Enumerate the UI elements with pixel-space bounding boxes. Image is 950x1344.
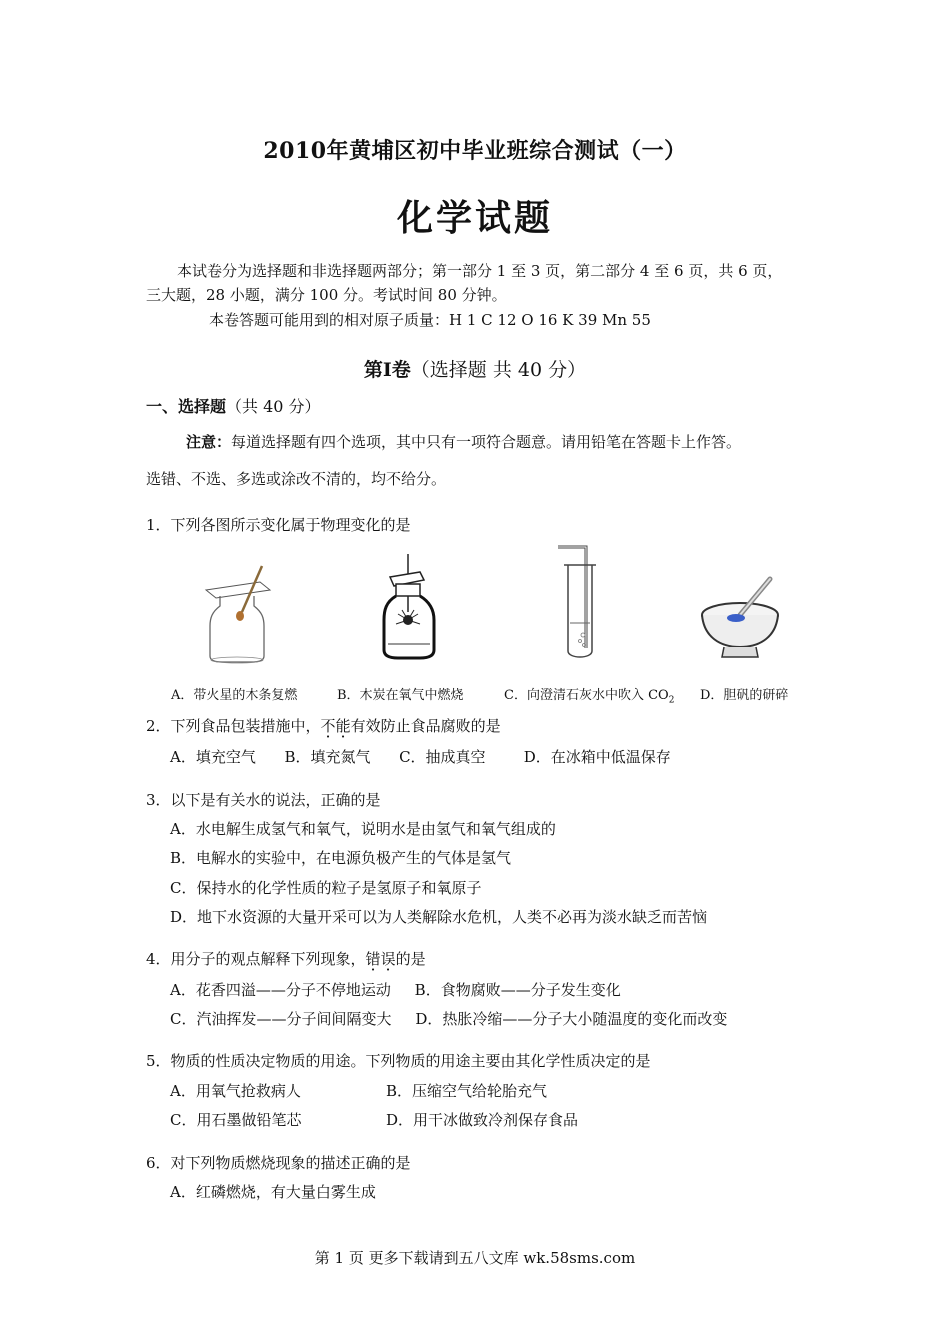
- q2-emphasis-2: 能: [335, 717, 351, 735]
- q5-option-a: A．用氧气抢救病人: [170, 1082, 301, 1100]
- intro-line-1: 本试卷分为选择题和非选择题两部分；第一部分 1 至 3 页，第二部分 4 至 6 页，共 6 页，: [177, 262, 783, 280]
- atomic-masses: 本卷答题可能用到的相对原子质量：H 1 C 12 O 16 K 39 Mn 55: [209, 311, 651, 329]
- q6-option-a: A．红磷燃烧，有大量白雾生成: [170, 1183, 376, 1201]
- note-line-1: [186, 432, 741, 452]
- note-line-2: 选错、不选、多选或涂改不清的，均不给分。: [146, 470, 447, 488]
- q3-option-a: A．水电解生成氢气和氧气，说明水是由氢气和氧气组成的: [170, 820, 556, 838]
- bottle-splint-icon: [200, 560, 280, 665]
- q1-option-c-sub: 2: [668, 695, 675, 706]
- q2-emphasis-1: 不: [320, 717, 336, 735]
- question-5-stem: 5．物质的性质决定物质的用途。下列物质的用途主要由其化学性质决定的是: [146, 1052, 651, 1070]
- q1-option-d: D．胆矾的研碎: [700, 688, 789, 703]
- section-heading: [146, 397, 321, 417]
- q2-stem-pre: 2．下列食品包装措施中，: [146, 717, 321, 735]
- q5-option-d: D．用干冰做致冷剂保存食品: [386, 1111, 579, 1129]
- q5-option-c: C．用石墨做铅笔芯: [170, 1111, 302, 1129]
- question-4-stem: [146, 949, 426, 969]
- question-6-stem: 6．对下列物质燃烧现象的描述正确的是: [146, 1154, 411, 1172]
- q3-option-d: D．地下水资源的大量开采可以为人类解除水危机，人类不必再为淡水缺乏而苦恼: [170, 908, 708, 926]
- section-points: （共 40 分）: [226, 397, 321, 416]
- question-3-stem: 3．以下是有关水的说法，正确的是: [146, 791, 381, 809]
- q5-option-b: B．压缩空气给轮胎充气: [386, 1082, 548, 1100]
- part-one-label: 第Ⅰ卷: [363, 359, 411, 381]
- q4-options-row-2: C．汽油挥发——分子间间隔变大 D．热胀冷缩——分子大小随温度的变化而改变: [170, 1010, 728, 1028]
- q3-option-b: B．电解水的实验中，在电源负极产生的气体是氢气: [170, 849, 512, 867]
- q2-options: A．填充空气 B．填充氮气 C．抽成真空 D．在冰箱中低温保存: [170, 748, 671, 766]
- subject-title: 化学试题: [396, 197, 553, 239]
- mortar-pestle-icon: [698, 575, 786, 660]
- question-1-stem: 1．下列各图所示变化属于物理变化的是: [146, 516, 411, 534]
- q1-option-c: [504, 686, 674, 711]
- section-heading-label: 一、选择题: [146, 397, 227, 416]
- part-one-title: [0, 355, 950, 382]
- note-label: 注意：: [186, 433, 232, 451]
- q1-option-b: B．木炭在氧气中燃烧: [337, 688, 464, 703]
- q1-option-c-text: C．向澄清石灰水中吹入 CO: [504, 688, 669, 703]
- test-tube-blowing-icon: [550, 543, 600, 663]
- exam-title: 2010年黄埔区初中毕业班综合测试（一）: [263, 138, 687, 164]
- q4-stem-post: 的是: [395, 950, 426, 968]
- q3-option-c: C．保持水的化学性质的粒子是氢原子和氧原子: [170, 879, 482, 897]
- q4-options-row-1: A．花香四溢——分子不停地运动 B．食物腐败——分子发生变化: [170, 981, 621, 999]
- part-one-desc: （选择题 共 40 分）: [410, 359, 587, 381]
- charcoal-burning-icon: [380, 552, 450, 662]
- q4-stem-pre: 4．用分子的观点解释下列现象，: [146, 950, 366, 968]
- q4-emphasis-1: 错: [365, 950, 381, 968]
- q1-option-a: A．带火星的木条复燃: [171, 688, 298, 703]
- intro-line-2: 三大题，28 小题，满分 100 分。考试时间 80 分钟。: [146, 286, 507, 304]
- q4-emphasis-2: 误: [380, 950, 396, 968]
- note-text: 每道选择题有四个选项，其中只有一项符合题意。请用铅笔在答题卡上作答。: [231, 433, 742, 451]
- q2-stem-post: 有效防止食品腐败的是: [350, 717, 501, 735]
- question-2-stem: [146, 716, 501, 736]
- page-footer: 第 1 页 更多下载请到五八文库 wk.58sms.com: [314, 1249, 636, 1267]
